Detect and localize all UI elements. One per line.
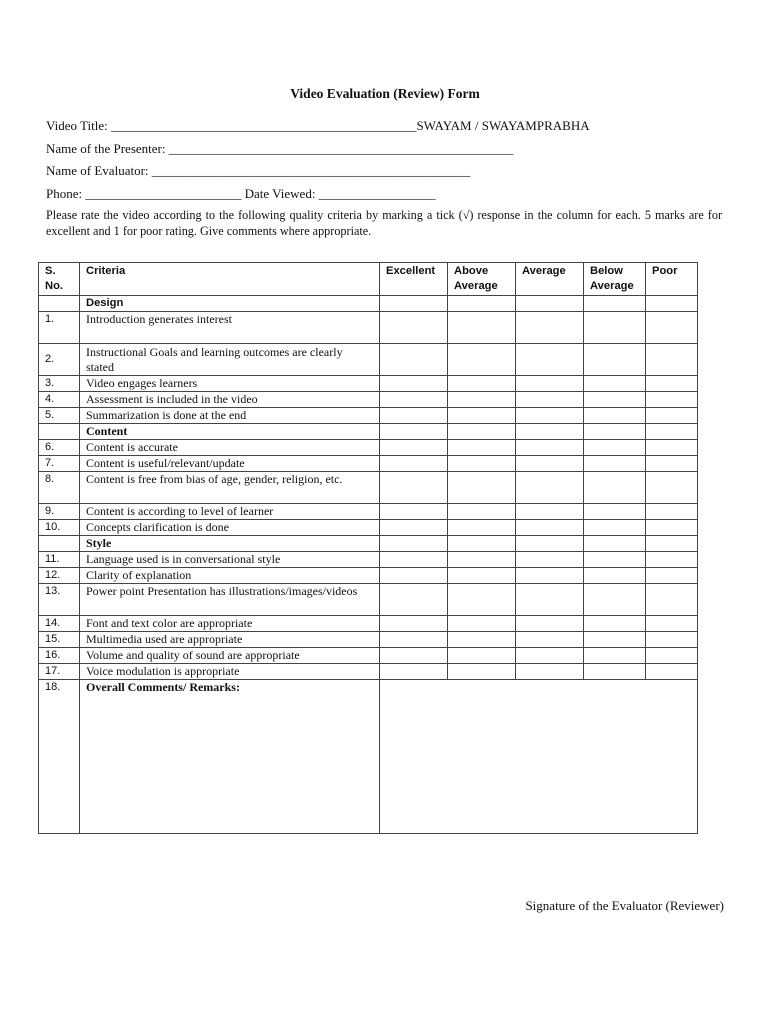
rating-cell[interactable] xyxy=(584,456,646,472)
rating-cell[interactable] xyxy=(584,312,646,344)
rating-cell[interactable] xyxy=(380,552,448,568)
rating-cell[interactable] xyxy=(448,552,516,568)
rating-cell[interactable] xyxy=(380,440,448,456)
rating-cell[interactable] xyxy=(516,664,584,680)
rating-cell[interactable] xyxy=(646,456,698,472)
rating-cell[interactable] xyxy=(448,296,516,312)
rating-cell[interactable] xyxy=(448,568,516,584)
rating-cell[interactable] xyxy=(584,632,646,648)
table-row: 3. Video engages learners xyxy=(39,376,698,392)
rating-cell[interactable] xyxy=(584,584,646,616)
rating-cell[interactable] xyxy=(380,568,448,584)
rating-cell[interactable] xyxy=(448,504,516,520)
header-average: Average xyxy=(516,263,584,296)
table-row: 14. Font and text color are appropriate xyxy=(39,616,698,632)
rating-cell[interactable] xyxy=(584,568,646,584)
rating-cell[interactable] xyxy=(380,456,448,472)
rating-cell[interactable] xyxy=(516,296,584,312)
table-header-row xyxy=(39,263,698,296)
table-row: 9. Content is according to level of learner xyxy=(39,504,698,520)
table-row: 12. Clarity of explanation xyxy=(39,568,698,584)
rating-cell[interactable] xyxy=(516,424,584,440)
rating-cell[interactable] xyxy=(646,584,698,616)
comments-box[interactable] xyxy=(380,680,698,834)
rating-cell[interactable] xyxy=(380,312,448,344)
rating-cell[interactable] xyxy=(584,472,646,504)
table-row: 6. Content is accurate xyxy=(39,440,698,456)
rating-cell[interactable] xyxy=(448,312,516,344)
rating-cell[interactable] xyxy=(380,648,448,664)
rating-cell[interactable] xyxy=(516,504,584,520)
phone-date-field: Phone: ________________________ Date Viewed: __________________ xyxy=(46,186,436,201)
rating-cell[interactable] xyxy=(584,344,646,376)
rating-cell[interactable] xyxy=(516,456,584,472)
table-row: 15. Multimedia used are appropriate xyxy=(39,632,698,648)
evaluator-signature: Signature of the Evaluator (Reviewer) xyxy=(525,898,724,913)
rating-cell[interactable] xyxy=(516,312,584,344)
rating-cell[interactable] xyxy=(646,632,698,648)
rating-cell[interactable] xyxy=(516,632,584,648)
video-title-field: Video Title: _______________________________________________SWAYAM / SWAYAMPRABHA xyxy=(46,118,590,133)
instructions-text: Please rate the video according to the following quality criteria by marking a tick (√) response in the column for each. 5 marks are for excellent and 1 for poor rating. Give comments where appropriate. xyxy=(46,208,722,238)
table-row: 11. Language used is in conversational style xyxy=(39,552,698,568)
rating-cell[interactable] xyxy=(646,664,698,680)
rating-cell[interactable] xyxy=(646,440,698,456)
rating-cell[interactable] xyxy=(516,568,584,584)
header-sno: S. No. xyxy=(39,263,80,296)
rating-cell[interactable] xyxy=(448,632,516,648)
rating-cell[interactable] xyxy=(646,424,698,440)
rating-cell[interactable] xyxy=(448,376,516,392)
rating-cell[interactable] xyxy=(646,472,698,504)
rating-cell[interactable] xyxy=(584,520,646,536)
table-row: 4. Assessment is included in the video xyxy=(39,392,698,408)
evaluation-table xyxy=(38,262,698,834)
rating-cell[interactable] xyxy=(380,408,448,424)
presenter-name-field: Name of the Presenter: _____________________________________________________ xyxy=(46,141,514,156)
rating-cell[interactable] xyxy=(646,568,698,584)
rating-cell[interactable] xyxy=(646,376,698,392)
rating-cell[interactable] xyxy=(448,472,516,504)
section-style: Style xyxy=(80,536,380,552)
rating-cell[interactable] xyxy=(584,552,646,568)
rating-cell[interactable] xyxy=(448,536,516,552)
rating-cell[interactable] xyxy=(448,648,516,664)
header-poor: Poor xyxy=(646,263,698,296)
rating-cell[interactable] xyxy=(584,424,646,440)
rating-cell[interactable] xyxy=(584,664,646,680)
rating-cell[interactable] xyxy=(646,536,698,552)
rating-cell[interactable] xyxy=(448,616,516,632)
rating-cell[interactable] xyxy=(516,344,584,376)
rating-cell[interactable] xyxy=(584,440,646,456)
rating-cell[interactable] xyxy=(380,376,448,392)
rating-cell[interactable] xyxy=(584,296,646,312)
rating-cell[interactable] xyxy=(584,376,646,392)
section-row-style xyxy=(39,536,698,552)
rating-cell[interactable] xyxy=(646,312,698,344)
rating-cell[interactable] xyxy=(516,536,584,552)
rating-cell[interactable] xyxy=(584,504,646,520)
table-row: 7. Content is useful/relevant/update xyxy=(39,456,698,472)
rating-cell[interactable] xyxy=(646,552,698,568)
page-title: Video Evaluation (Review) Form xyxy=(290,86,480,101)
rating-cell[interactable] xyxy=(448,664,516,680)
evaluator-name-field: Name of Evaluator: _________________________________________________ xyxy=(46,163,471,178)
table-row: 16. Volume and quality of sound are appropriate xyxy=(39,648,698,664)
rating-cell[interactable] xyxy=(646,296,698,312)
rating-cell[interactable] xyxy=(380,424,448,440)
section-row-content xyxy=(39,424,698,440)
rating-cell[interactable] xyxy=(448,424,516,440)
section-row-design xyxy=(39,296,698,312)
rating-cell[interactable] xyxy=(448,456,516,472)
rating-cell[interactable] xyxy=(516,616,584,632)
rating-cell[interactable] xyxy=(380,392,448,408)
rating-cell[interactable] xyxy=(448,392,516,408)
rating-cell[interactable] xyxy=(516,376,584,392)
header-criteria: Criteria xyxy=(80,263,380,296)
rating-cell[interactable] xyxy=(516,472,584,504)
rating-cell[interactable] xyxy=(584,648,646,664)
rating-cell[interactable] xyxy=(646,504,698,520)
table-row: 1. Introduction generates interest xyxy=(39,312,698,344)
rating-cell[interactable] xyxy=(646,616,698,632)
table-row: 13. Power point Presentation has illustrations/images/videos xyxy=(39,584,698,616)
rating-cell[interactable] xyxy=(584,536,646,552)
rating-cell[interactable] xyxy=(380,632,448,648)
rating-cell[interactable] xyxy=(448,584,516,616)
table-row: 8. Content is free from bias of age, gender, religion, etc. xyxy=(39,472,698,504)
rating-cell[interactable] xyxy=(380,520,448,536)
table-row: 2. Instructional Goals and learning outcomes are clearly stated xyxy=(39,344,698,376)
rating-cell[interactable] xyxy=(380,664,448,680)
table-row: 5. Summarization is done at the end xyxy=(39,408,698,424)
table-row: 17. Voice modulation is appropriate xyxy=(39,664,698,680)
rating-cell[interactable] xyxy=(646,408,698,424)
rating-cell[interactable] xyxy=(380,296,448,312)
rating-cell[interactable] xyxy=(380,472,448,504)
table-row: 10. Concepts clarification is done xyxy=(39,520,698,536)
rating-cell[interactable] xyxy=(646,520,698,536)
rating-cell[interactable] xyxy=(380,504,448,520)
rating-cell[interactable] xyxy=(516,392,584,408)
rating-cell[interactable] xyxy=(448,344,516,376)
rating-cell[interactable] xyxy=(646,344,698,376)
rating-cell[interactable] xyxy=(516,440,584,456)
rating-cell[interactable] xyxy=(646,648,698,664)
rating-cell[interactable] xyxy=(646,392,698,408)
rating-cell[interactable] xyxy=(448,408,516,424)
rating-cell[interactable] xyxy=(584,408,646,424)
overall-comments-row: 18. Overall Comments/ Remarks: xyxy=(39,680,698,834)
rating-cell[interactable] xyxy=(380,616,448,632)
rating-cell[interactable] xyxy=(380,584,448,616)
rating-cell[interactable] xyxy=(584,392,646,408)
rating-cell[interactable] xyxy=(448,520,516,536)
section-design: Design xyxy=(80,296,380,312)
rating-cell[interactable] xyxy=(516,408,584,424)
rating-cell[interactable] xyxy=(516,552,584,568)
rating-cell[interactable] xyxy=(516,584,584,616)
rating-cell[interactable] xyxy=(516,648,584,664)
rating-cell[interactable] xyxy=(584,616,646,632)
rating-cell[interactable] xyxy=(380,536,448,552)
header-excellent: Excellent xyxy=(380,263,448,296)
header-below-average: Below Average xyxy=(584,263,646,296)
section-content: Content xyxy=(80,424,380,440)
rating-cell[interactable] xyxy=(448,440,516,456)
rating-cell[interactable] xyxy=(380,344,448,376)
header-above-average: Above Average xyxy=(448,263,516,296)
rating-cell[interactable] xyxy=(516,520,584,536)
